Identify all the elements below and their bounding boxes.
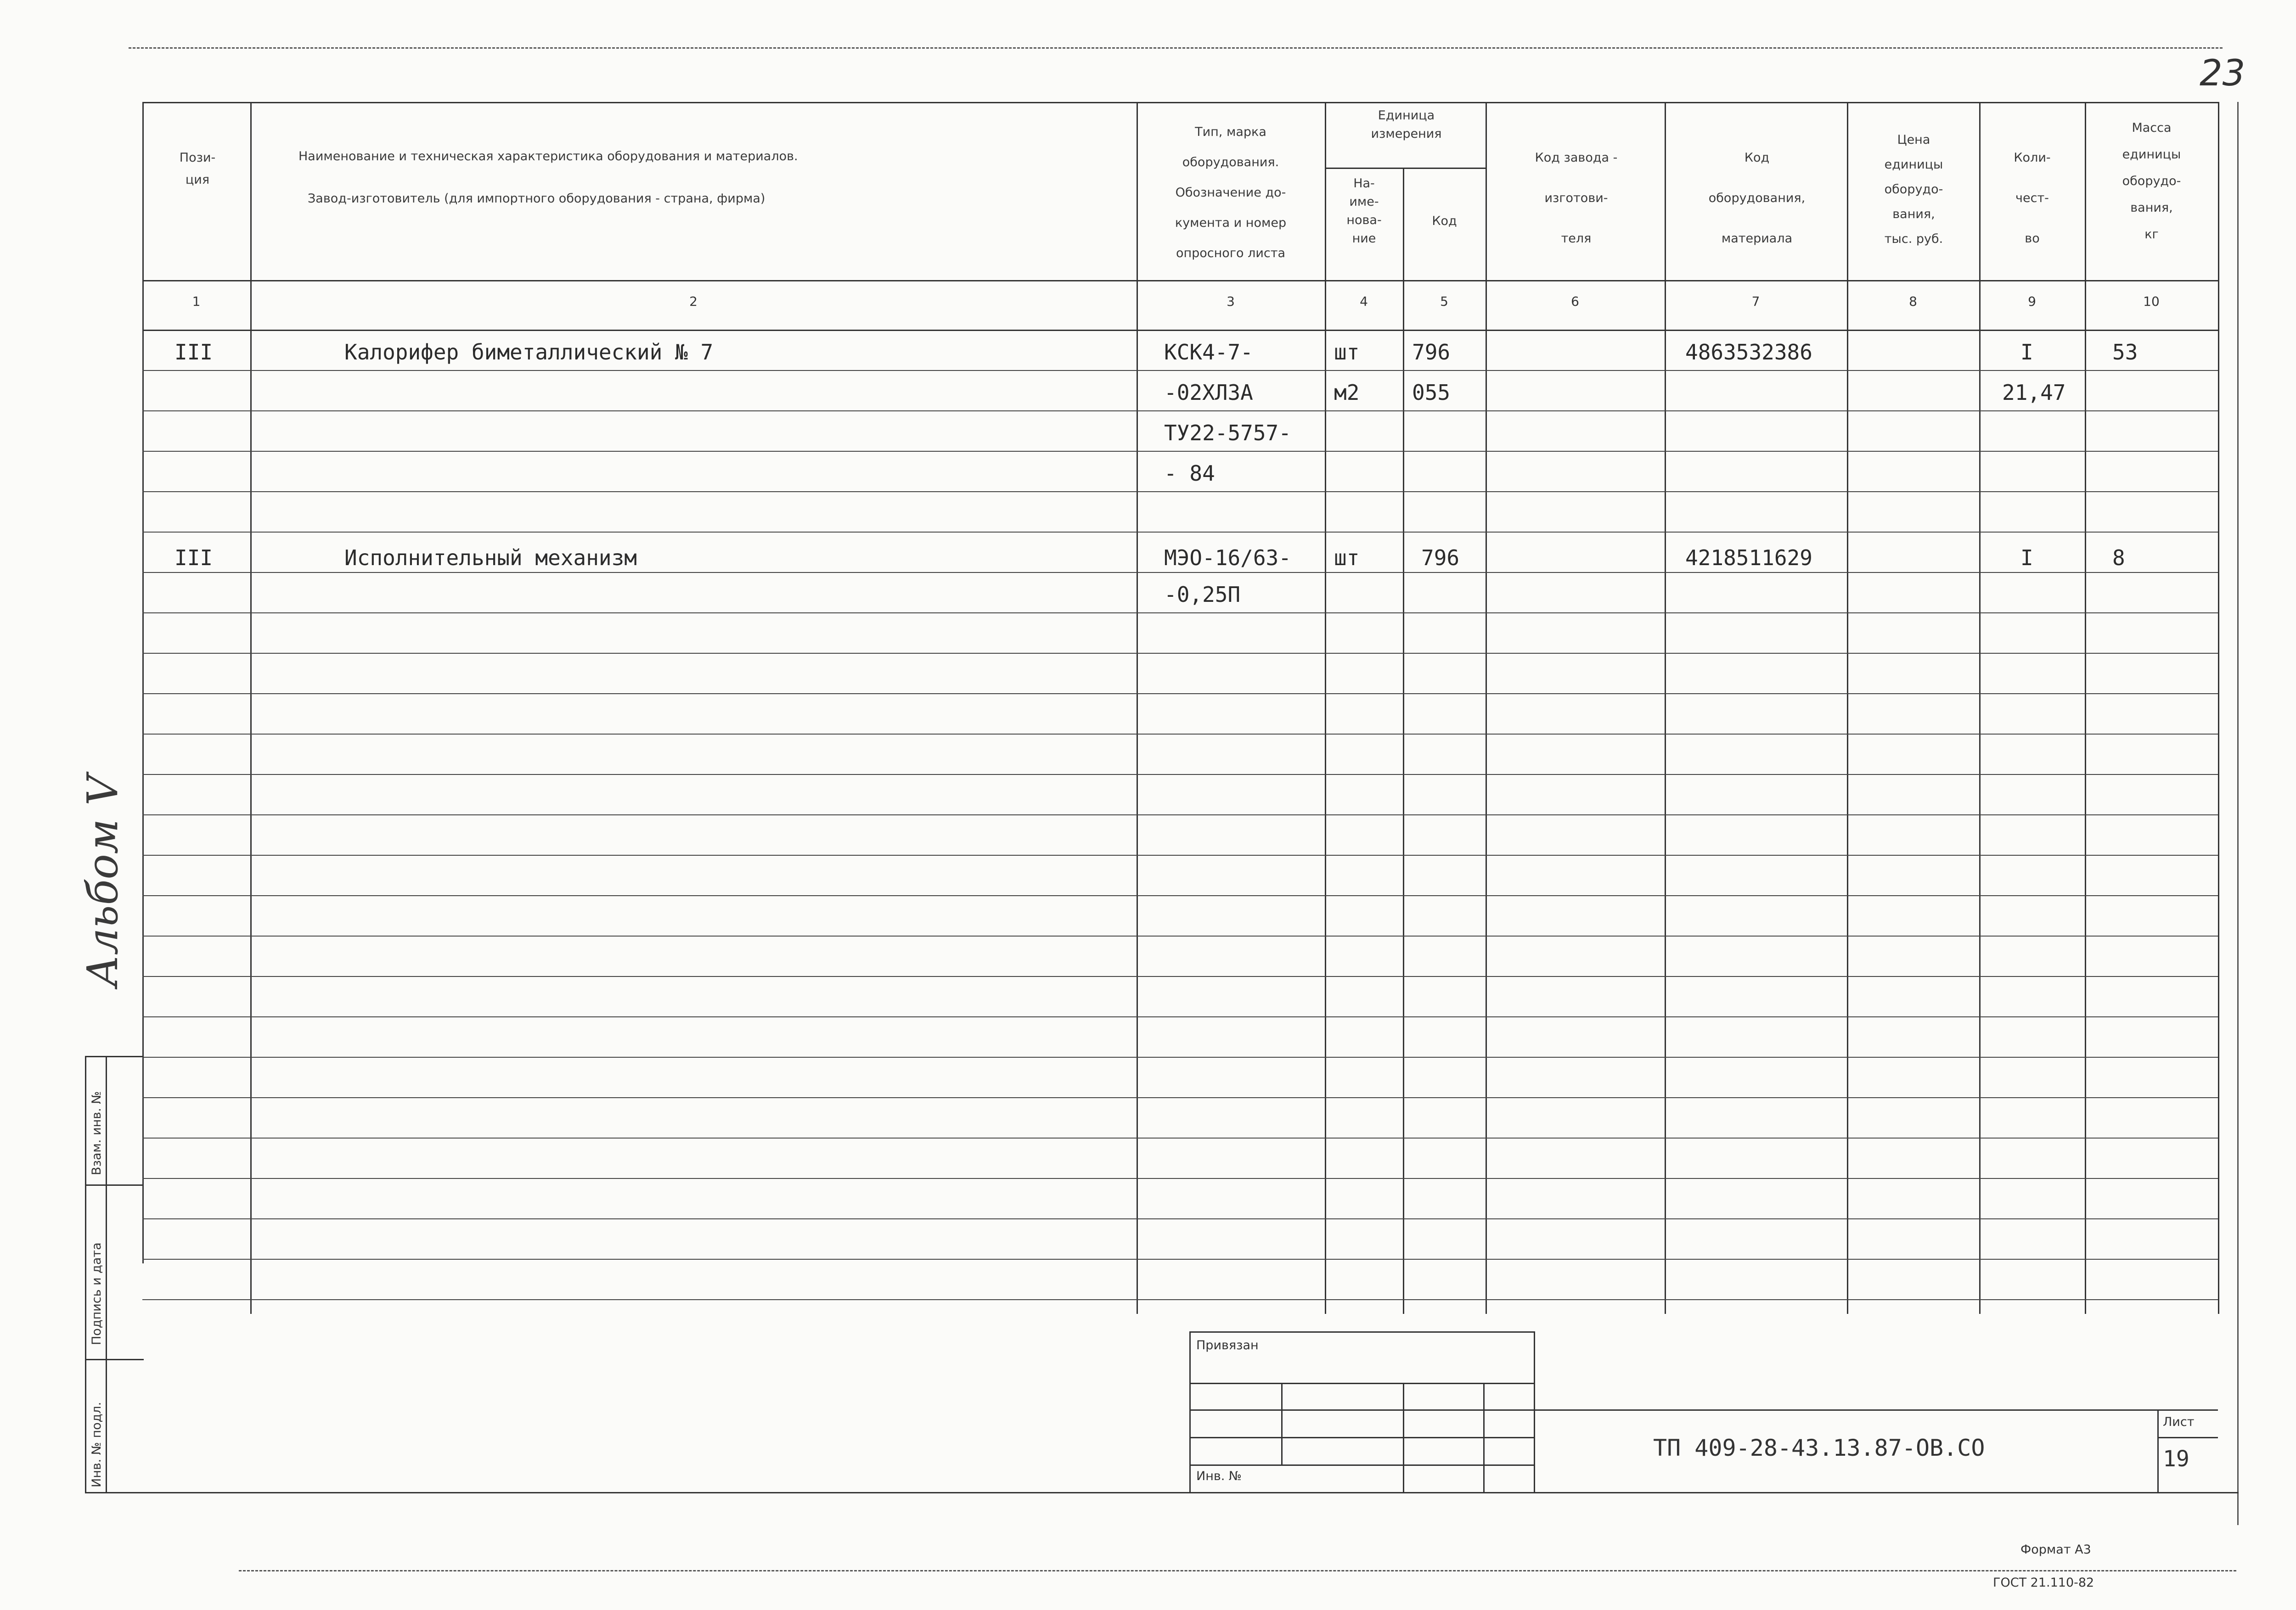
col-line-3 xyxy=(1325,102,1326,1314)
col-line-1 xyxy=(250,102,252,1314)
col-line-8 xyxy=(1979,102,1981,1314)
header-unit-group: Единица измерения xyxy=(1371,108,1442,141)
page-number: 23 xyxy=(2200,53,2245,94)
row-rule xyxy=(142,734,2218,735)
cell-equip-code: 4863532386 xyxy=(1685,340,1812,365)
header-name-line2: Завод-изготовитель (для импортного оборудования - страна, фирма) xyxy=(308,191,765,206)
cell-mass: 8 xyxy=(2112,545,2125,570)
cell-qty: 21,47 xyxy=(2002,380,2066,405)
cell-type: -0,25П xyxy=(1164,582,1241,607)
colnum-5: 5 xyxy=(1440,294,1448,309)
row-rule xyxy=(142,895,2218,896)
tb-line-5 xyxy=(1189,1464,1534,1466)
format-label: Формат А3 xyxy=(2020,1543,2091,1557)
cell-mass: 53 xyxy=(2112,340,2138,365)
side-stamp-inner xyxy=(106,1056,107,1492)
colnum-4: 4 xyxy=(1360,294,1368,309)
bottom-dashed-line xyxy=(239,1570,2236,1571)
header-unit-name: На- име- нова- ние xyxy=(1346,176,1382,246)
sheet-label: Лист xyxy=(2163,1415,2195,1429)
side-stamp-podpis: Подпись и дата xyxy=(90,1242,104,1345)
cell-type: -02ХЛЗА xyxy=(1164,380,1253,405)
colnum-10: 10 xyxy=(2143,294,2160,309)
header-position: Пози- ция xyxy=(179,151,216,187)
row-rule xyxy=(142,451,2218,452)
colnum-bottom-line xyxy=(142,330,2218,331)
header-equip-code: Код оборудования, материала xyxy=(1708,151,1806,246)
privyazan-label: Привязан xyxy=(1196,1338,1259,1352)
col-line-2 xyxy=(1137,102,1138,1314)
cell-qty: I xyxy=(2020,545,2033,570)
tb-sheet-left xyxy=(2157,1409,2159,1492)
row-rule xyxy=(142,491,2218,492)
doc-code: ТП 409-28-43.13.87-ОВ.СО xyxy=(1653,1435,1985,1461)
row-rule xyxy=(142,1178,2218,1179)
row-rule xyxy=(142,1299,2218,1300)
cell-unit: шт xyxy=(1334,340,1360,365)
cell-unit: м2 xyxy=(1334,380,1360,405)
col-line-5 xyxy=(1486,102,1487,1314)
header-price: Цена единицы оборудо- вания, тыс. руб. xyxy=(1884,133,1943,246)
side-stamp-line-3 xyxy=(85,1359,144,1360)
row-rule xyxy=(142,976,2218,977)
header-mass: Масса единицы оборудо- вания, кг xyxy=(2122,121,2181,241)
tb-v-4 xyxy=(1534,1331,1535,1492)
cell-type: ТУ22-5757- xyxy=(1164,421,1291,445)
tb-top xyxy=(1189,1331,1534,1333)
header-name-line1: Наименование и техническая характеристика оборудования и материалов. xyxy=(298,149,798,163)
colnum-9: 9 xyxy=(2028,294,2036,309)
row-rule xyxy=(142,936,2218,937)
colnum-2: 2 xyxy=(689,294,698,309)
row-rule xyxy=(142,1138,2218,1139)
cell-type: - 84 xyxy=(1164,461,1215,486)
row-rule xyxy=(142,572,2218,573)
cell-code: 055 xyxy=(1412,380,1451,405)
unit-subheader-line xyxy=(1325,168,1486,169)
tb-v-2 xyxy=(1403,1383,1404,1492)
cell-type: МЭО-16/63- xyxy=(1164,545,1291,570)
frame-right xyxy=(2237,102,2239,1525)
cell-position: III xyxy=(174,340,213,365)
colnum-3: 3 xyxy=(1227,294,1235,309)
tb-line-3 xyxy=(1189,1409,1534,1411)
side-stamp-line-1 xyxy=(85,1056,144,1057)
row-rule xyxy=(142,1259,2218,1260)
row-rule xyxy=(142,1057,2218,1058)
cell-name: Исполнительный механизм xyxy=(344,545,637,570)
col-line-10 xyxy=(2218,102,2219,1314)
row-rule xyxy=(142,693,2218,694)
colnum-7: 7 xyxy=(1751,294,1760,309)
top-border-line xyxy=(129,47,2223,49)
tb-left xyxy=(1189,1331,1191,1492)
tb-sheet-sep xyxy=(2157,1437,2218,1438)
header-qty: Коли- чест- во xyxy=(2014,151,2051,246)
cell-code: 796 xyxy=(1421,545,1460,570)
header-type: Тип, марка оборудования. Обозначение до- кумента и номер опросного листа xyxy=(1175,125,1287,260)
cell-name: Калорифер биметаллический № 7 xyxy=(344,340,714,365)
cell-unit: шт xyxy=(1334,545,1360,570)
col-line-9 xyxy=(2085,102,2086,1314)
sheet-number: 19 xyxy=(2163,1446,2189,1472)
frame-left-outer xyxy=(85,1056,86,1492)
tb-line-4 xyxy=(1189,1437,1534,1438)
row-rule xyxy=(142,653,2218,654)
side-stamp-inv: Инв. № подл. xyxy=(90,1402,104,1487)
row-rule xyxy=(142,1016,2218,1017)
bottom-frame-line xyxy=(85,1492,2239,1493)
header-bottom-line xyxy=(142,280,2218,281)
row-rule xyxy=(142,532,2218,533)
inv-no-label: Инв. № xyxy=(1196,1469,1242,1483)
header-maker-code: Код завода - изготови- теля xyxy=(1535,151,1618,246)
tb-v-1 xyxy=(1281,1383,1283,1464)
gost-label: ГОСТ 21.110-82 xyxy=(1993,1576,2094,1590)
frame-left xyxy=(142,102,144,1263)
colnum-1: 1 xyxy=(192,294,201,309)
cell-equip-code: 4218511629 xyxy=(1685,545,1812,570)
row-rule xyxy=(142,855,2218,856)
row-rule xyxy=(142,612,2218,613)
cell-type: КСК4-7- xyxy=(1164,340,1253,365)
tb-line-2 xyxy=(1189,1383,1534,1384)
tb-v-3 xyxy=(1483,1383,1485,1492)
tb-main-top xyxy=(1534,1409,2218,1411)
side-stamp-vzam: Взам. инв. № xyxy=(90,1091,104,1175)
col-line-6 xyxy=(1665,102,1666,1314)
cell-qty: I xyxy=(2020,340,2033,365)
row-rule xyxy=(142,774,2218,775)
cell-code: 796 xyxy=(1412,340,1451,365)
table-top-line xyxy=(142,102,2218,103)
row-rule xyxy=(142,410,2218,411)
colnum-8: 8 xyxy=(1909,294,1917,309)
row-rule xyxy=(142,814,2218,815)
colnum-6: 6 xyxy=(1571,294,1579,309)
col-line-4 xyxy=(1403,168,1404,1314)
col-line-7 xyxy=(1847,102,1848,1314)
row-rule xyxy=(142,370,2218,371)
row-rule xyxy=(142,1097,2218,1098)
header-unit-code: Код xyxy=(1432,214,1457,228)
side-stamp-line-2 xyxy=(85,1184,144,1186)
row-rule xyxy=(142,1218,2218,1219)
handwritten-album-note: Альбом V xyxy=(78,775,127,987)
cell-position: III xyxy=(174,545,213,570)
